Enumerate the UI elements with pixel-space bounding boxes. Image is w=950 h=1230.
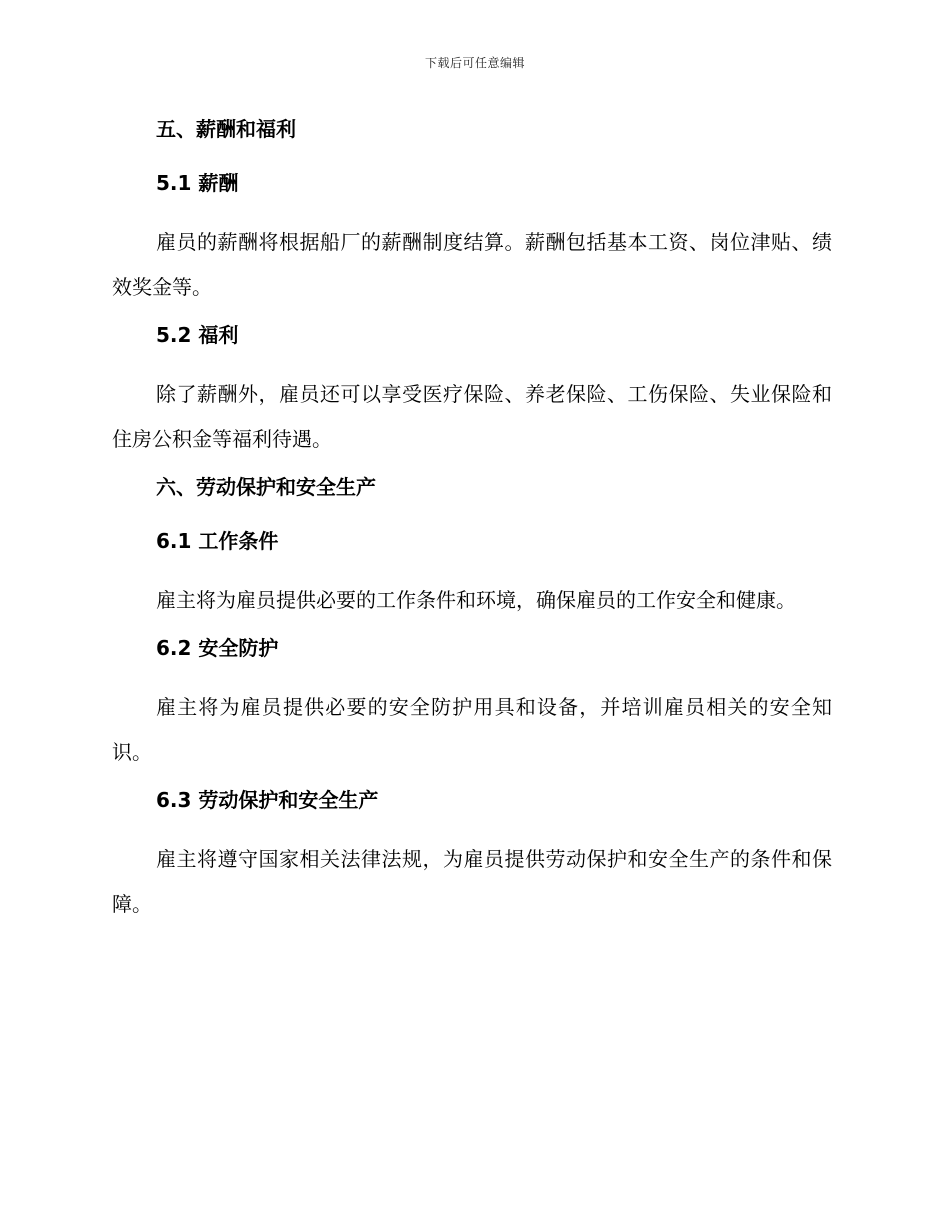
section-6-2-paragraph: 雇主将为雇员提供必要的安全防护用具和设备，并培训雇员相关的安全知识。 <box>112 695 832 764</box>
section-5-1-paragraph: 雇员的薪酬将根据船厂的薪酬制度结算。薪酬包括基本工资、岗位津贴、绩效奖金等。 <box>112 230 832 299</box>
section-5-heading: 五、薪酬和福利 <box>156 117 296 141</box>
document-body <box>112 112 832 935</box>
header-note: 下载后可任意编辑 <box>424 56 525 70</box>
section-5-2-paragraph: 除了薪酬外，雇员还可以享受医疗保险、养老保险、工伤保险、失业保险和住房公积金等福利待遇。 <box>112 382 832 451</box>
section-6-1-heading: 6.1 工作条件 <box>156 529 279 553</box>
section-6-3-heading: 6.3 劳动保护和安全生产 <box>156 788 379 812</box>
section-5-1-heading: 5.1 薪酬 <box>156 171 239 195</box>
section-6-2-heading: 6.2 安全防护 <box>156 636 279 660</box>
section-5-2-heading: 5.2 福利 <box>156 323 239 347</box>
section-6-3-paragraph: 雇主将遵守国家相关法律法规，为雇员提供劳动保护和安全生产的条件和保障。 <box>112 847 832 916</box>
section-6-heading: 六、劳动保护和安全生产 <box>156 475 376 499</box>
section-6-1-paragraph: 雇主将为雇员提供必要的工作条件和环境，确保雇员的工作安全和健康。 <box>156 588 796 612</box>
